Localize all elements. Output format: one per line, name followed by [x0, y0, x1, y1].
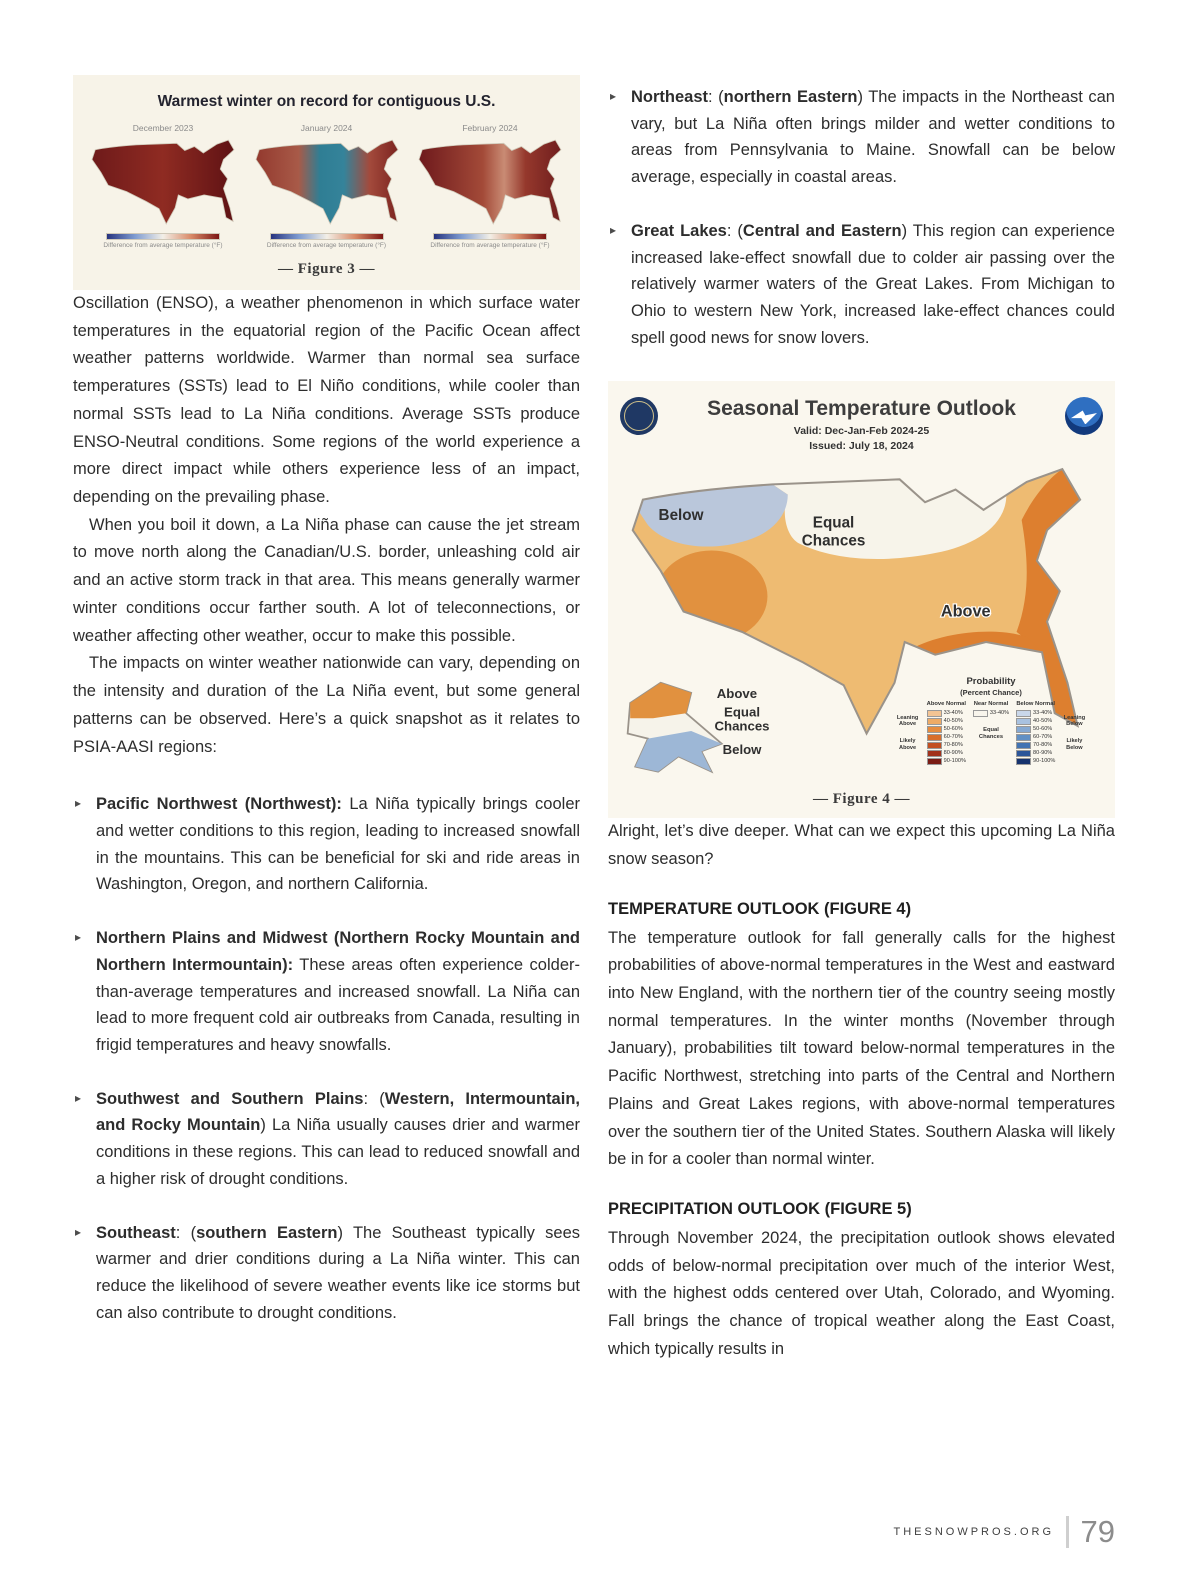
legend-title: Probability	[966, 675, 1016, 687]
paragraph-jetstream: When you boil it down, a La Niña phase can cause the jet stream to move north along the Canadian/U.S. border, unleashing cold air and an active storm track in that area. This means generally warmer winter conditions occur farther south. A lot of teleconnections, or weather affecting other weather, occur to make this possible.	[73, 515, 580, 645]
alaska-label-equal-2: Chances	[714, 718, 770, 734]
legend-percent: 80-90%	[1033, 750, 1053, 757]
legend-percent: 50-60%	[943, 726, 963, 733]
legend-swatch	[1016, 758, 1031, 765]
map-label-equal-2: Chances	[801, 532, 866, 550]
scale-label: Difference from average temperature (°F)	[430, 242, 550, 249]
map-label-above: Above	[940, 602, 991, 621]
legend-row	[927, 733, 966, 741]
legend-row	[927, 749, 966, 757]
legend-row	[927, 717, 966, 725]
legend-percent: 60-70%	[943, 734, 963, 741]
temperature-scale-bar	[433, 233, 547, 240]
legend-row	[1016, 749, 1055, 757]
temperature-scale-bar	[270, 233, 384, 240]
page-footer	[894, 1514, 1116, 1550]
legend-left-labels	[894, 701, 922, 765]
legend-row	[1016, 709, 1055, 717]
legend-row	[927, 741, 966, 749]
alaska-inset	[628, 683, 722, 772]
legend-percent: 33-40%	[943, 710, 963, 717]
map-month-label: February 2024	[462, 123, 518, 133]
us-temperature-anomaly-map	[252, 136, 402, 228]
legend-percent: 90-100%	[943, 758, 966, 765]
paragraph-enso: Oscillation (ENSO), a weather phenomenon in which surface water temperatures in the equatorial region of the Pacific Ocean affect weather patterns worldwide. Warmer than normal sea surface temperatures (SSTs) lead to El Niño conditions, while cooler than normal SSTs lead to La Niña conditions. Average SSTs produce ENSO-Neutral conditions. Some regions of the world experience a more direct impact while others experience less of an impact, depending on the prevailing phase.	[73, 294, 580, 507]
legend-swatch	[927, 710, 942, 717]
section-body-precipitation: Through November 2024, the precipitation outlook shows elevated odds of below-normal precipitation over much of the interior West, with the highest odds centered over Utah, Colorado, and Wyoming. Fall brings the chance of tropical weather along the East Coast, which typically results in	[608, 1229, 1115, 1358]
paragraph-impacts: The impacts on winter weather nationwide can vary, depending on the intensity and duration of the La Niña event, but some general patterns can be observed. Here’s a quick snapshot as it relates to PSIA-AASI regions:	[73, 654, 580, 756]
figure-4-caption: — Figure 4 —	[813, 791, 910, 808]
legend-swatch	[1016, 742, 1031, 749]
right-column	[608, 0, 1115, 1364]
legend-swatch	[927, 726, 942, 733]
figure-4-valid: Valid: Dec-Jan-Feb 2024-25	[793, 425, 930, 438]
list-item-pacific-northwest: ▸ Pacific Northwest (Northwest): La Niña typically brings cooler and wetter conditions to this region, leading to increased snowfall in the mountains. This can be beneficial for ski and ride areas in Washington, Oregon, and northern California.	[75, 795, 580, 894]
legend-row	[927, 757, 966, 765]
site-name: THESNOWPROS.ORG	[893, 1526, 1055, 1538]
page-number: 79	[1080, 1514, 1115, 1549]
figure-3-map-december	[87, 123, 239, 249]
figure-3-map-january	[251, 123, 403, 249]
legend-swatch	[927, 734, 942, 741]
section-heading-temperature: TEMPERATURE OUTLOOK (FIGURE 4)	[608, 899, 912, 918]
legend-percent: 90-100%	[1033, 758, 1056, 765]
alaska-label-equal-1: Equal	[724, 704, 761, 720]
legend-leaning-below: Leaning Below	[1063, 714, 1086, 728]
legend-equal-chances: Equal Chances	[978, 727, 1004, 741]
legend-row	[1016, 717, 1055, 725]
commerce-seal-icon	[620, 397, 658, 435]
legend-swatch	[927, 758, 942, 765]
legend-swatch	[927, 718, 942, 725]
map-month-label: December 2023	[132, 123, 194, 133]
legend-percent: 60-70%	[1033, 734, 1053, 741]
legend-row	[927, 709, 966, 717]
legend-percent: 40-50%	[1033, 718, 1053, 725]
figure-4-title: Seasonal Temperature Outlook	[707, 397, 1016, 421]
figure-3-title: Warmest winter on record for contiguous U.S.	[157, 93, 496, 110]
legend-below-rows	[1016, 709, 1055, 765]
bullet-arrow-icon: ▸	[75, 1090, 82, 1105]
legend-row	[927, 725, 966, 733]
figure-3-map-row	[87, 123, 566, 249]
legend-swatch	[1016, 750, 1031, 757]
footer-divider	[1066, 1516, 1069, 1548]
legend-percent: 33-40%	[1033, 710, 1053, 717]
bullet-arrow-icon: ▸	[610, 222, 617, 237]
map-month-label: January 2024	[300, 123, 353, 133]
fig4-probability-legend	[883, 677, 1099, 765]
legend-row	[1016, 757, 1055, 765]
legend-above-column	[927, 701, 966, 765]
legend-col-near: Near Normal	[973, 700, 1009, 707]
legend-row	[1016, 725, 1055, 733]
list-item-northeast: ▸ Northeast: (northern Eastern) The impacts in the Northeast can vary, but La Niña often brings milder and wetter conditions to areas from Pennsylvania to Maine. Snowfall can be below average, especially in coastal areas.	[610, 88, 1115, 187]
map-label-equal-1: Equal	[812, 514, 855, 532]
alaska-label-below: Below	[722, 741, 762, 757]
legend-col-below: Below Normal	[1016, 700, 1056, 707]
figure-4	[608, 381, 1115, 818]
legend-row	[1016, 733, 1055, 741]
legend-percent: 50-60%	[1033, 726, 1053, 733]
list-item-northern-plains: ▸ Northern Plains and Midwest (Northern Rocky Mountain and Northern Intermountain): These areas often experience colder-than-average temperatures and increased snowfall. La Niña can lead to more frequent cold air outbreaks from Canada, resulting in frigid temperatures and heavy snowfalls.	[75, 929, 580, 1054]
legend-percent: 40-50%	[943, 718, 963, 725]
scale-label: Difference from average temperature (°F)	[103, 242, 223, 249]
noaa-logo-icon	[1065, 397, 1103, 435]
figure-4-titleblock	[658, 397, 1065, 452]
list-item-southwest: ▸ Southwest and Southern Plains: (Western, Intermountain, and Rocky Mountain) La Niña usually causes drier and warmer conditions in these regions. This can lead to reduced snowfall and a higher risk of drought conditions.	[75, 1089, 581, 1188]
legend-swatch	[1016, 734, 1031, 741]
legend-likely-below: Likely Below	[1066, 738, 1083, 751]
legend-swatch	[1016, 710, 1031, 717]
bullet-arrow-icon: ▸	[75, 1224, 82, 1239]
legend-swatch	[1016, 718, 1031, 725]
legend-swatch	[973, 710, 988, 717]
legend-swatch	[1016, 726, 1031, 733]
legend-above-rows	[927, 709, 966, 765]
scale-label: Difference from average temperature (°F)	[266, 242, 387, 249]
legend-near-column	[971, 701, 1011, 765]
legend-row	[1016, 741, 1055, 749]
figure-3	[73, 75, 580, 290]
intro-paragraph: Alright, let’s dive deeper. What can we expect this upcoming La Niña snow season?	[608, 822, 1115, 868]
section-body-temperature: The temperature outlook for fall generally calls for the highest probabilities of above-normal temperatures in the West and eastward into New England, with the northern tier of the country seeing mostly normal temperatures. In the winter months (November through January), probabilities tilt toward below-normal temperatures in the Pacific Northwest, stretching into parts of the Central and Northern Plains and Great Lakes regions, with above-normal temperatures over the southern tier of the United States. Southern Alaska will likely be in for a cooler than normal winter.	[608, 928, 1115, 1169]
figure-3-caption: — Figure 3 —	[278, 261, 375, 277]
list-item-southeast: ▸ Southeast: (southern Eastern) The Southeast typically sees warmer and drier conditions during a La Niña winter. This can reduce the likelihood of severe weather events like ice storms but can also contribute to drought conditions.	[75, 1223, 580, 1322]
legend-leaning-above: Leaning Above	[896, 714, 919, 728]
figure-4-header	[620, 397, 1103, 452]
legend-col-above: Above Normal	[926, 700, 966, 707]
legend-percent: 33-40%	[989, 710, 1010, 717]
legend-percent: 70-80%	[1033, 742, 1053, 749]
figure-4-issued: Issued: July 18, 2024	[809, 439, 914, 452]
legend-percent: 70-80%	[943, 742, 963, 749]
map-label-below: Below	[658, 506, 704, 524]
legend-right-labels	[1060, 701, 1088, 765]
us-temperature-anomaly-map	[88, 136, 238, 228]
region-impact-list	[73, 791, 580, 1326]
temperature-scale-bar	[106, 233, 220, 240]
left-column	[73, 0, 580, 1364]
figure-3-map-february	[414, 123, 566, 249]
bullet-arrow-icon: ▸	[75, 930, 82, 945]
region-impact-list-continued	[608, 84, 1115, 351]
section-heading-precipitation: PRECIPITATION OUTLOOK (FIGURE 5)	[608, 1200, 912, 1219]
bullet-arrow-icon: ▸	[75, 796, 82, 811]
legend-columns	[883, 701, 1099, 765]
legend-percent: 80-90%	[943, 750, 963, 757]
legend-likely-above: Likely Above	[899, 738, 917, 751]
bullet-arrow-icon: ▸	[610, 89, 617, 103]
alaska-label-above: Above	[716, 685, 758, 701]
legend-swatch	[927, 750, 942, 757]
legend-row	[973, 709, 1009, 717]
two-column-layout	[73, 0, 1115, 1364]
us-temperature-anomaly-map	[415, 136, 565, 228]
legend-below-column	[1016, 701, 1055, 765]
figure-4-map	[620, 459, 1103, 779]
legend-subtitle: (Percent Chance)	[960, 687, 1022, 697]
list-item-great-lakes: ▸ Great Lakes: (Central and Eastern) This region can experience increased lake-effect snowfall due to colder air passing over the relatively warmer waters of the Great Lakes. From Michigan to Ohio to western New York, increased lake-effect chances could spell good news for snow lovers.	[610, 221, 1115, 347]
legend-swatch	[927, 742, 942, 749]
